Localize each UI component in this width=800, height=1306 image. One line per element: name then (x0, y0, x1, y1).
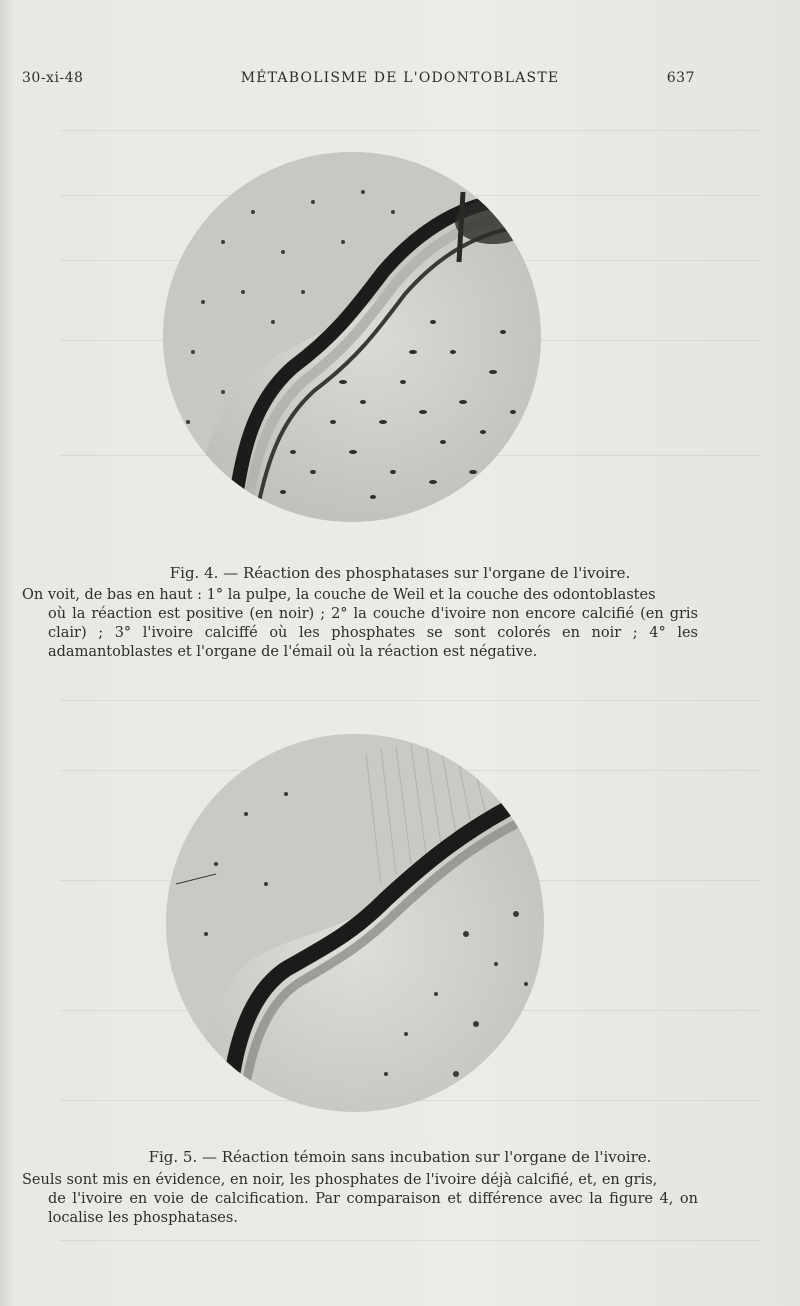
figure-4-caption: Fig. 4. — Réaction des phosphatases sur l'organe de l'ivoire. (169, 564, 631, 582)
figure-4-legend (22, 586, 698, 662)
figure-4-legend-rest: où la réaction est positive (en noir) ; 2° la couche d'ivoire non encore calcifié (en gris clair) ; 3° l'ivoire calciffé où les phosphates se sont colorés en noir ; 4° les adamantoblastes et l'organe de l'émail où la réaction est négative. (48, 606, 698, 660)
header-date: 30-xi-48 (22, 70, 84, 86)
show-through-line (60, 700, 760, 711)
figure-5-legend (22, 1171, 698, 1228)
figure-5-legend-rest: de l'ivoire en voie de calcification. Par comparaison et différence avec la figure 4, on localise les phosphatases. (48, 1191, 698, 1226)
show-through-line (60, 130, 760, 141)
figure-5-micrograph (166, 734, 544, 1112)
figure-4-legend-line1: On voit, de bas en haut : 1° la pulpe, la couche de Weil et la couche des odontoblastes (22, 587, 656, 603)
figure-4-micrograph (163, 152, 541, 522)
figure-5-legend-line1: Seuls sont mis en évidence, en noir, les phosphates de l'ivoire déjà calcifié, et, en gris, (22, 1172, 658, 1188)
show-through-line (60, 1240, 760, 1251)
page-number: 637 (666, 70, 695, 86)
running-title: MÉTABOLISME DE L'ODONTOBLASTE (240, 70, 560, 86)
figure-5-caption: Fig. 5. — Réaction témoin sans incubation sur l'organe de l'ivoire. (148, 1148, 652, 1166)
